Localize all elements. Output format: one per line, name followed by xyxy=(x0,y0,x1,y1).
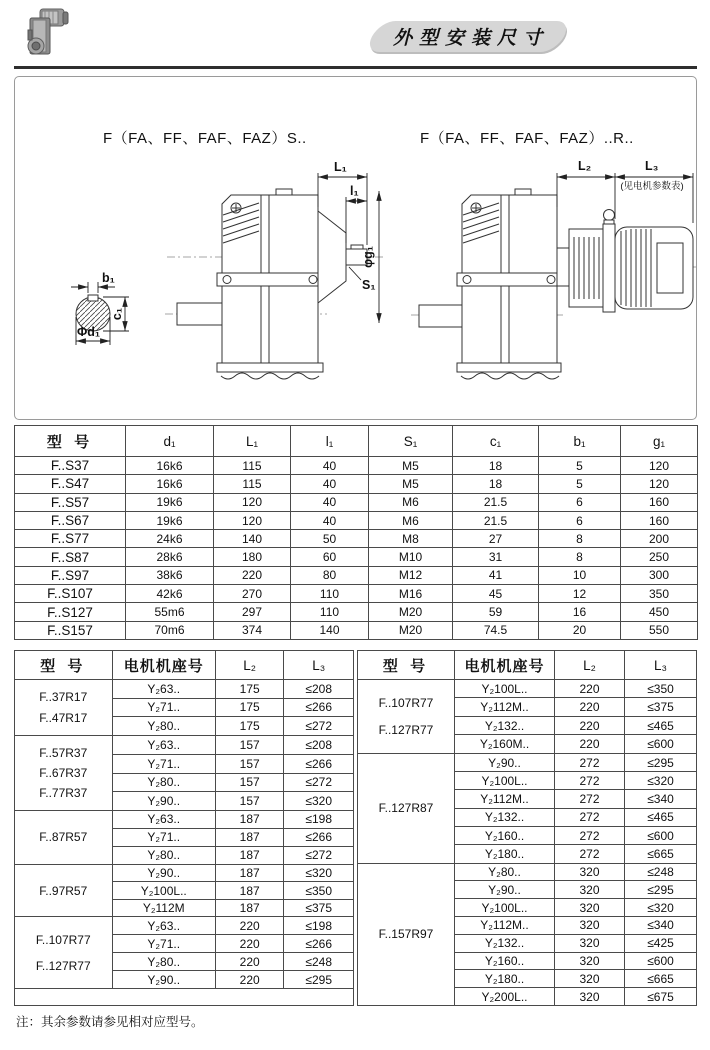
value-cell: 6 xyxy=(539,511,621,529)
value-cell: 27 xyxy=(453,530,539,548)
value-cell: M6 xyxy=(369,511,453,529)
value-cell: 175 xyxy=(215,680,283,699)
value-cell: 31 xyxy=(453,548,539,566)
motor-frame-cell: Y₂80.. xyxy=(112,717,215,736)
dim-table-row xyxy=(15,621,698,639)
dim-header: b₁ xyxy=(539,426,621,457)
value-cell: ≤320 xyxy=(625,772,697,790)
value-cell: 20 xyxy=(539,621,621,639)
value-cell: 270 xyxy=(214,585,291,603)
model-label-group xyxy=(358,683,454,750)
value-cell: ≤198 xyxy=(284,917,354,935)
value-cell: 10 xyxy=(539,566,621,584)
page-title: 外型安装尺寸 xyxy=(393,28,550,49)
value-cell: 19k6 xyxy=(126,511,214,529)
model-label-group xyxy=(358,758,454,858)
value-cell: M5 xyxy=(369,475,453,493)
motor-frame-cell: Y₂160.. xyxy=(455,952,555,970)
value-cell: 74.5 xyxy=(453,621,539,639)
value-cell: ≤425 xyxy=(625,934,697,952)
value-cell: 5 xyxy=(539,457,621,475)
value-cell: 200 xyxy=(621,530,698,548)
header-rule xyxy=(14,66,697,69)
model-label-group xyxy=(15,921,112,984)
motor-frame-cell: Y₂80.. xyxy=(112,846,215,864)
motor-header: L₂ xyxy=(555,651,625,680)
model-cell: F..S87 xyxy=(15,548,126,566)
motor-frame-cell: Y₂71.. xyxy=(112,935,215,953)
dim-l1-label: l₁ xyxy=(350,184,359,198)
dim-table-row xyxy=(15,475,698,493)
value-cell: 38k6 xyxy=(126,566,214,584)
value-cell: 18 xyxy=(453,457,539,475)
value-cell: 42k6 xyxy=(126,585,214,603)
right-drawing-title: F（FA、FF、FAF、FAZ）..R.. xyxy=(420,130,634,147)
motor-frame-cell: Y₂80.. xyxy=(455,863,555,881)
value-cell: 160 xyxy=(621,493,698,511)
motor-frame-cell: Y₂90.. xyxy=(112,792,215,811)
value-cell: 70m6 xyxy=(126,621,214,639)
model-label: F..37R17 xyxy=(39,690,88,704)
dim-header: S₁ xyxy=(369,426,453,457)
value-cell: 110 xyxy=(291,603,369,621)
value-cell: 50 xyxy=(291,530,369,548)
value-cell: ≤295 xyxy=(625,753,697,771)
dim-S1-label: S₁ xyxy=(362,278,376,292)
model-label: F..87R57 xyxy=(39,830,88,845)
model-cell: F..S57 xyxy=(15,493,126,511)
value-cell: 272 xyxy=(555,845,625,863)
value-cell: 115 xyxy=(214,457,291,475)
motor-table-row xyxy=(15,917,354,935)
value-cell: 187 xyxy=(215,811,283,829)
model-group-cell xyxy=(358,680,455,754)
motor-table-row xyxy=(15,864,354,882)
motor-frame-cell: Y₂100L.. xyxy=(112,882,215,900)
dim-table-row xyxy=(15,511,698,529)
value-cell: 450 xyxy=(621,603,698,621)
model-label: F..107R77 xyxy=(35,932,91,947)
model-cell: F..S67 xyxy=(15,511,126,529)
motor-table-left-header-row xyxy=(15,651,354,680)
motor-table-left xyxy=(14,650,354,1006)
dim-table-row xyxy=(15,585,698,603)
model-cell: F..S77 xyxy=(15,530,126,548)
page-title-badge xyxy=(364,21,572,52)
value-cell: 220 xyxy=(215,971,283,989)
value-cell: 6 xyxy=(539,493,621,511)
value-cell: 28k6 xyxy=(126,548,214,566)
motor-header-cjk: 电机机座号 xyxy=(112,651,215,680)
motor-frame-cell: Y₂200L.. xyxy=(455,988,555,1006)
value-cell: 16 xyxy=(539,603,621,621)
value-cell: ≤600 xyxy=(625,735,697,753)
model-cell: F..S47 xyxy=(15,475,126,493)
model-label: F..157R97 xyxy=(378,927,434,942)
motor-frame-cell: Y₂90.. xyxy=(455,881,555,899)
value-cell: ≤350 xyxy=(284,882,354,900)
value-cell: 21.5 xyxy=(453,493,539,511)
value-cell: 5 xyxy=(539,475,621,493)
motor-frame-cell: Y₂71.. xyxy=(112,754,215,773)
value-cell: 320 xyxy=(555,988,625,1006)
value-cell: 160 xyxy=(621,511,698,529)
value-cell: ≤295 xyxy=(284,971,354,989)
model-label: F..127R77 xyxy=(35,958,91,973)
value-cell: ≤198 xyxy=(284,811,354,829)
dim-c1-label: c₁ xyxy=(110,307,124,321)
motor-frame-cell: Y₂112M.. xyxy=(455,698,555,716)
value-cell: M6 xyxy=(369,493,453,511)
value-cell: 16k6 xyxy=(126,475,214,493)
value-cell: 320 xyxy=(555,934,625,952)
value-cell: ≤340 xyxy=(625,916,697,934)
dim-b1-label: b₁ xyxy=(102,271,115,285)
motor-frame-cell: Y₂112M.. xyxy=(455,790,555,808)
value-cell: 220 xyxy=(555,735,625,753)
value-cell: ≤320 xyxy=(625,899,697,917)
model-group-cell xyxy=(15,917,113,989)
dimension-table-wrap xyxy=(14,425,697,640)
value-cell: 187 xyxy=(215,828,283,846)
value-cell: 110 xyxy=(291,585,369,603)
value-cell: 16k6 xyxy=(126,457,214,475)
model-label: F..47R17 xyxy=(39,711,88,725)
motor-table-row xyxy=(15,736,354,755)
value-cell: 272 xyxy=(555,790,625,808)
value-cell: ≤295 xyxy=(625,881,697,899)
gearmotor-photo-icon xyxy=(22,6,70,58)
value-cell: 220 xyxy=(555,716,625,734)
value-cell: 320 xyxy=(555,881,625,899)
model-label: F..127R77 xyxy=(378,722,434,737)
value-cell: M8 xyxy=(369,530,453,548)
model-label: F..67R37 xyxy=(39,766,88,780)
model-group-cell xyxy=(15,736,113,811)
left-drawing-title: F（FA、FF、FAF、FAZ）S.. xyxy=(103,130,307,147)
dim-header: g₁ xyxy=(621,426,698,457)
value-cell: 40 xyxy=(291,475,369,493)
motor-table-row xyxy=(15,680,354,699)
value-cell: 59 xyxy=(453,603,539,621)
value-cell: ≤665 xyxy=(625,970,697,988)
dim-table-row xyxy=(15,457,698,475)
value-cell: ≤272 xyxy=(284,773,354,792)
model-label-group xyxy=(15,868,112,914)
value-cell: 272 xyxy=(555,827,625,845)
motor-tables xyxy=(14,650,697,1006)
value-cell: 140 xyxy=(291,621,369,639)
motor-table-right-header-row xyxy=(358,651,697,680)
motor-frame-cell: Y₂132.. xyxy=(455,808,555,826)
value-cell: ≤208 xyxy=(284,736,354,755)
model-group-cell xyxy=(15,680,113,736)
value-cell: 272 xyxy=(555,753,625,771)
motor-frame-cell: Y₂100L.. xyxy=(455,899,555,917)
model-group-cell xyxy=(15,864,113,917)
value-cell: M20 xyxy=(369,621,453,639)
value-cell: 40 xyxy=(291,511,369,529)
drawing-right-r-type xyxy=(411,130,696,379)
model-cell: F..S157 xyxy=(15,621,126,639)
value-cell: 220 xyxy=(215,953,283,971)
value-cell: 220 xyxy=(214,566,291,584)
model-label: F..127R87 xyxy=(378,801,434,816)
value-cell: 8 xyxy=(539,530,621,548)
model-cell: F..S97 xyxy=(15,566,126,584)
technical-drawings xyxy=(15,77,696,419)
dim-d1-label: Φd₁ xyxy=(77,325,101,339)
value-cell: M5 xyxy=(369,457,453,475)
motor-header-cjk: 电机机座号 xyxy=(455,651,555,680)
dim-header: c₁ xyxy=(453,426,539,457)
value-cell: 140 xyxy=(214,530,291,548)
dim-L1-label: L₁ xyxy=(334,160,347,174)
value-cell: ≤266 xyxy=(284,828,354,846)
model-label: F..107R77 xyxy=(378,695,434,710)
value-cell: 8 xyxy=(539,548,621,566)
motor-frame-cell: Y₂132.. xyxy=(455,716,555,734)
model-group-cell xyxy=(15,811,113,865)
value-cell: ≤375 xyxy=(625,698,697,716)
value-cell: 19k6 xyxy=(126,493,214,511)
drawing-panel xyxy=(14,76,697,420)
model-label: F..77R37 xyxy=(39,786,88,800)
motor-table-row xyxy=(358,753,697,771)
value-cell: 250 xyxy=(621,548,698,566)
value-cell: 297 xyxy=(214,603,291,621)
dimension-table-body xyxy=(15,457,698,640)
dim-table-row xyxy=(15,548,698,566)
value-cell: 12 xyxy=(539,585,621,603)
dim-L2-label: L₂ xyxy=(578,159,592,173)
value-cell: 374 xyxy=(214,621,291,639)
filler-cell xyxy=(15,989,354,1006)
dim-table-row xyxy=(15,603,698,621)
motor-frame-cell: Y₂80.. xyxy=(112,953,215,971)
value-cell: 40 xyxy=(291,457,369,475)
value-cell: 175 xyxy=(215,717,283,736)
value-cell: 157 xyxy=(215,773,283,792)
value-cell: 115 xyxy=(214,475,291,493)
motor-frame-cell: Y₂180.. xyxy=(455,845,555,863)
value-cell: ≤320 xyxy=(284,792,354,811)
motor-frame-cell: Y₂100L.. xyxy=(455,680,555,698)
value-cell: ≤266 xyxy=(284,754,354,773)
motor-table-row xyxy=(358,680,697,698)
value-cell: 300 xyxy=(621,566,698,584)
value-cell: 220 xyxy=(555,680,625,698)
value-cell: 187 xyxy=(215,864,283,882)
model-label: F..57R37 xyxy=(39,746,88,760)
dim-g1-label: φg₁ xyxy=(361,246,375,268)
value-cell: 18 xyxy=(453,475,539,493)
value-cell: ≤266 xyxy=(284,698,354,717)
value-cell: 220 xyxy=(215,935,283,953)
motor-table-row xyxy=(15,811,354,829)
motor-frame-cell: Y₂160M.. xyxy=(455,735,555,753)
value-cell: ≤320 xyxy=(284,864,354,882)
footnote: 注：其余参数请参见相对应型号。 xyxy=(16,1015,204,1029)
value-cell: 550 xyxy=(621,621,698,639)
value-cell: 175 xyxy=(215,698,283,717)
value-cell: 187 xyxy=(215,846,283,864)
motor-frame-cell: Y₂71.. xyxy=(112,828,215,846)
model-group-cell xyxy=(358,753,455,863)
value-cell: 320 xyxy=(555,970,625,988)
value-cell: 320 xyxy=(555,952,625,970)
value-cell: 272 xyxy=(555,808,625,826)
value-cell: 24k6 xyxy=(126,530,214,548)
value-cell: 187 xyxy=(215,899,283,917)
value-cell: 45 xyxy=(453,585,539,603)
dim-header: L₁ xyxy=(214,426,291,457)
value-cell: 120 xyxy=(621,475,698,493)
motor-frame-cell: Y₂63.. xyxy=(112,811,215,829)
dim-header: d₁ xyxy=(126,426,214,457)
motor-frame-cell: Y₂100L.. xyxy=(455,772,555,790)
dim-L3-label: L₃ xyxy=(645,159,659,173)
value-cell: M16 xyxy=(369,585,453,603)
value-cell: 80 xyxy=(291,566,369,584)
value-cell: 187 xyxy=(215,882,283,900)
motor-frame-cell: Y₂90.. xyxy=(112,864,215,882)
value-cell: M10 xyxy=(369,548,453,566)
value-cell: ≤272 xyxy=(284,717,354,736)
value-cell: 157 xyxy=(215,792,283,811)
motor-frame-cell: Y₂112M xyxy=(112,899,215,917)
motor-frame-cell: Y₂160.. xyxy=(455,827,555,845)
motor-frame-cell: Y₂112M.. xyxy=(455,916,555,934)
filler-row xyxy=(15,989,354,1006)
value-cell: ≤248 xyxy=(625,863,697,881)
value-cell: 60 xyxy=(291,548,369,566)
value-cell: ≤340 xyxy=(625,790,697,808)
value-cell: 120 xyxy=(214,511,291,529)
value-cell: 41 xyxy=(453,566,539,584)
value-cell: 220 xyxy=(555,698,625,716)
value-cell: ≤272 xyxy=(284,846,354,864)
value-cell: ≤465 xyxy=(625,716,697,734)
motor-frame-cell: Y₂63.. xyxy=(112,917,215,935)
motor-header: L₃ xyxy=(284,651,354,680)
value-cell: 40 xyxy=(291,493,369,511)
motor-frame-cell: Y₂90.. xyxy=(455,753,555,771)
motor-frame-cell: Y₂80.. xyxy=(112,773,215,792)
motor-frame-cell: Y₂71.. xyxy=(112,698,215,717)
motor-frame-cell: Y₂90.. xyxy=(112,971,215,989)
value-cell: ≤600 xyxy=(625,827,697,845)
value-cell: 220 xyxy=(215,917,283,935)
motor-frame-cell: Y₂63.. xyxy=(112,680,215,699)
value-cell: 157 xyxy=(215,736,283,755)
value-cell: ≤266 xyxy=(284,935,354,953)
value-cell: ≤248 xyxy=(284,953,354,971)
value-cell: ≤675 xyxy=(625,988,697,1006)
motor-frame-cell: Y₂180.. xyxy=(455,970,555,988)
value-cell: ≤375 xyxy=(284,899,354,917)
value-cell: 350 xyxy=(621,585,698,603)
value-cell: 157 xyxy=(215,754,283,773)
model-label-group xyxy=(358,869,454,999)
value-cell: 180 xyxy=(214,548,291,566)
value-cell: 55m6 xyxy=(126,603,214,621)
motor-frame-cell: Y₂132.. xyxy=(455,934,555,952)
value-cell: 272 xyxy=(555,772,625,790)
model-cell: F..S107 xyxy=(15,585,126,603)
value-cell: ≤600 xyxy=(625,952,697,970)
model-label-group xyxy=(15,683,112,732)
value-cell: 320 xyxy=(555,916,625,934)
motor-header-cjk: 型 号 xyxy=(15,651,113,680)
motor-table-row xyxy=(358,863,697,881)
dimension-table xyxy=(14,425,698,640)
model-label-group xyxy=(15,814,112,861)
drawing-left-s-type xyxy=(71,130,385,379)
model-cell: F..S37 xyxy=(15,457,126,475)
dim-header-model: 型 号 xyxy=(15,426,126,457)
value-cell: M12 xyxy=(369,566,453,584)
value-cell: ≤208 xyxy=(284,680,354,699)
model-label-group xyxy=(15,740,112,806)
value-cell: 120 xyxy=(621,457,698,475)
motor-header: L₃ xyxy=(625,651,697,680)
dim-table-row xyxy=(15,566,698,584)
dim-table-row xyxy=(15,530,698,548)
value-cell: M20 xyxy=(369,603,453,621)
value-cell: 21.5 xyxy=(453,511,539,529)
value-cell: ≤465 xyxy=(625,808,697,826)
value-cell: ≤665 xyxy=(625,845,697,863)
model-group-cell xyxy=(358,863,455,1005)
motor-param-note: (见电机参数表) xyxy=(620,181,684,192)
motor-header-cjk: 型 号 xyxy=(358,651,455,680)
model-cell: F..S127 xyxy=(15,603,126,621)
model-label: F..97R57 xyxy=(39,883,88,898)
value-cell: 120 xyxy=(214,493,291,511)
value-cell: 320 xyxy=(555,863,625,881)
motor-table-right xyxy=(357,650,697,1006)
value-cell: 320 xyxy=(555,899,625,917)
motor-header: L₂ xyxy=(215,651,283,680)
dim-header: l₁ xyxy=(291,426,369,457)
dimension-table-header-row xyxy=(15,426,698,457)
value-cell: ≤350 xyxy=(625,680,697,698)
motor-frame-cell: Y₂63.. xyxy=(112,736,215,755)
dim-table-row xyxy=(15,493,698,511)
